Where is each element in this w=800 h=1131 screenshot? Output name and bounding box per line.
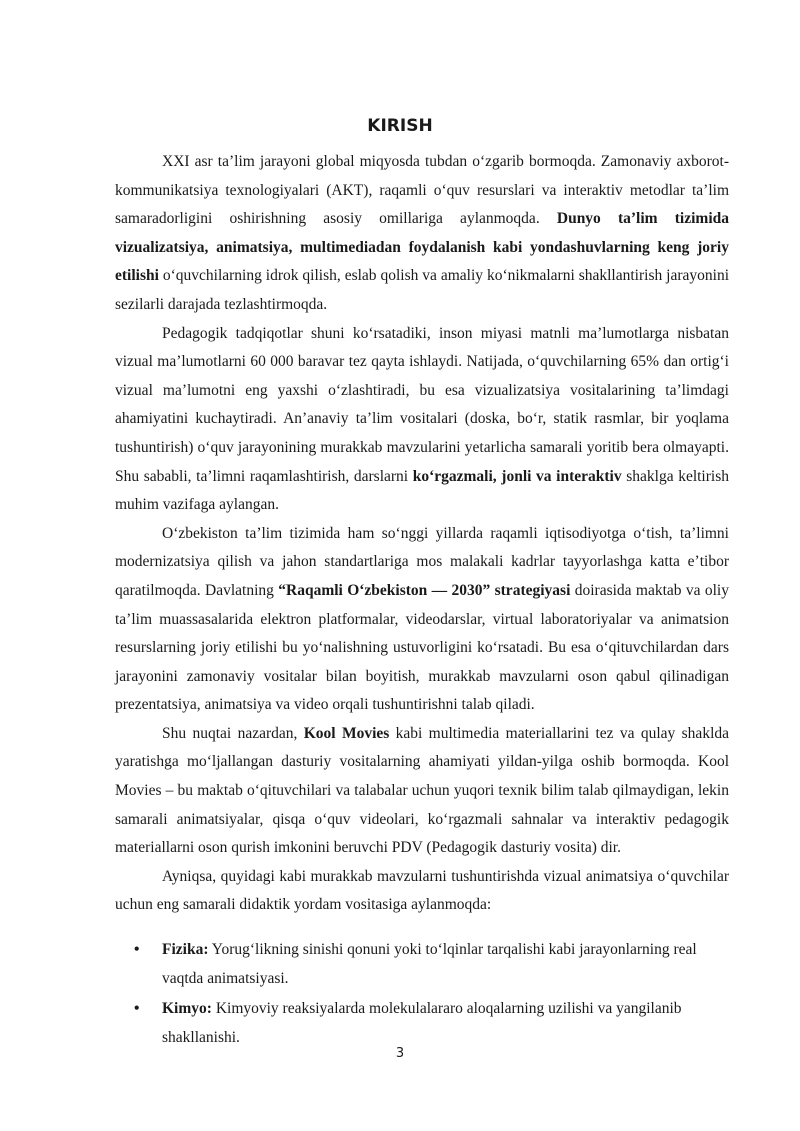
section-title: KIRISH: [367, 116, 433, 136]
bold-phrase: “Raqamli Oʻzbekiston — 2030” strategiyasi: [278, 581, 571, 599]
paragraph-text: kabi multimedia materiallarini tez va qulay shaklda yaratishga moʻljallangan dasturiy vositalarning ahamiyati yildan-yilga oshib bormoqda. Kool Movies – bu maktab oʻqituvchilari va talabalar uchun yuqori texnik bilim talab qilmaydigan, lekin samarali animatsiyalar, qisqa oʻquv videolari, koʻrgazmali sahnalar va interaktiv pedagogik materiallarni oson qurish imkonini beruvchi PDV (Pedagogik dasturiy vosita) dir.: [115, 724, 730, 857]
bullet-text: Kimyoviy reaksiyalarda molekulalararo aloqalarning uzilishi va yangilanib shakllanishi.: [162, 1000, 682, 1046]
paragraph-text: Oʻzbekiston taʼlim tizimida ham soʻnggi yillarda raqamli iqtisodiyotga oʻtish, taʼlimni modernizatsiya qilish va jahon standartlariga mos malakali kadrlar tayyorlashga katta eʼtibor qaratilmoqda. Davlatning: [115, 524, 729, 599]
bullet-icon: •: [134, 941, 140, 959]
bullet-label: Fizika:: [162, 941, 209, 959]
bullet-list: [115, 936, 729, 1052]
paragraph-text: Pedagogik tadqiqotlar shuni koʻrsatadiki, inson miyasi matnli maʼlumotlarga nisbatan vizual maʼlumotlarni 60 000 baravar tez qayta ishlaydi. Natijada, oʻquvchilarning 65% dan ortigʻi vizual maʼlumotni eng yaxshi oʻzlashtiradi, bu esa vizualizatsiya vositalarining taʼlimdagi ahamiyatini kuchaytiradi. Anʼanaviy taʼlim vositalari (doska, boʻr, statik rasmlar, bir yoqlama tushuntirish) oʻquv jarayonining murakkab mavzularini yetarlicha samarali yoritib bera olmayapti. Shu sababli, taʼlimni raqamlashtirish, darslarni: [115, 324, 729, 485]
page-number: 3: [395, 1046, 405, 1061]
paragraph-text: doirasida maktab va oliy taʼlim muassasalarida elektron platformalar, videodarslar, virtual laboratoriyalar va animatsion resurslarning joriy etilishi bu yoʻnalishning ustuvorligini koʻrsatadi. Bu esa oʻqituvchilardan dars jarayonini zamonaviy vositalar bilan boyitish, murakkab mavzularni oson qabul qilinadigan prezentatsiya, animatsiya va video orqali tushuntirishni talab qiladi.: [115, 581, 729, 714]
paragraph-2: [115, 320, 729, 520]
bold-phrase: koʻrgazmali, jonli va interaktiv: [412, 467, 622, 485]
bold-phrase: Kool Movies: [303, 724, 390, 742]
bullet-icon: •: [134, 1000, 140, 1018]
paragraph-text: Shu nuqtai nazardan,: [162, 724, 304, 742]
paragraph-4: [115, 720, 729, 863]
paragraph-text: Ayniqsa, quyidagi kabi murakkab mavzularni tushuntirishda vizual animatsiya oʻquvchilar uchun eng samarali didaktik yordam vositasiga aylanmoqda:: [115, 867, 729, 914]
paragraph-text: shaklga keltirish muhim vazifaga aylangan.: [115, 467, 729, 514]
list-item: [115, 936, 729, 993]
paragraph-text: oʻquvchilarning idrok qilish, eslab qolish va amaliy koʻnikmalarni shakllantirish jarayonini sezilarli darajada tezlashtirmoqda.: [115, 267, 729, 313]
list-item: [115, 995, 729, 1052]
paragraph-3: [115, 520, 729, 720]
paragraph-text: XXI asr taʼlim jarayoni global miqyosda tubdan oʻzgarib bormoqda. Zamonaviy axborot-kommunikatsiya texnologiyalari (AKT), raqamli oʻquv resurslari va interaktiv metodlar taʼlim samaradorligini oshirishning asosiy omillariga aylanmoqda.: [115, 153, 729, 228]
body-text: [115, 148, 729, 1054]
paragraph-1: [115, 148, 729, 320]
bold-phrase: Dunyo taʼlim tizimida vizualizatsiya, animatsiya, multimediadan foydalanish kabi yondashuvlarning keng joriy etilishi: [115, 210, 729, 285]
paragraph-5: [115, 863, 729, 920]
bullet-text: Yorugʻlikning sinishi qonuni yoki toʻlqinlar tarqalishi kabi jarayonlarning real vaqtda animatsiyasi.: [162, 941, 697, 987]
bullet-label: Kimyo:: [162, 1000, 212, 1018]
